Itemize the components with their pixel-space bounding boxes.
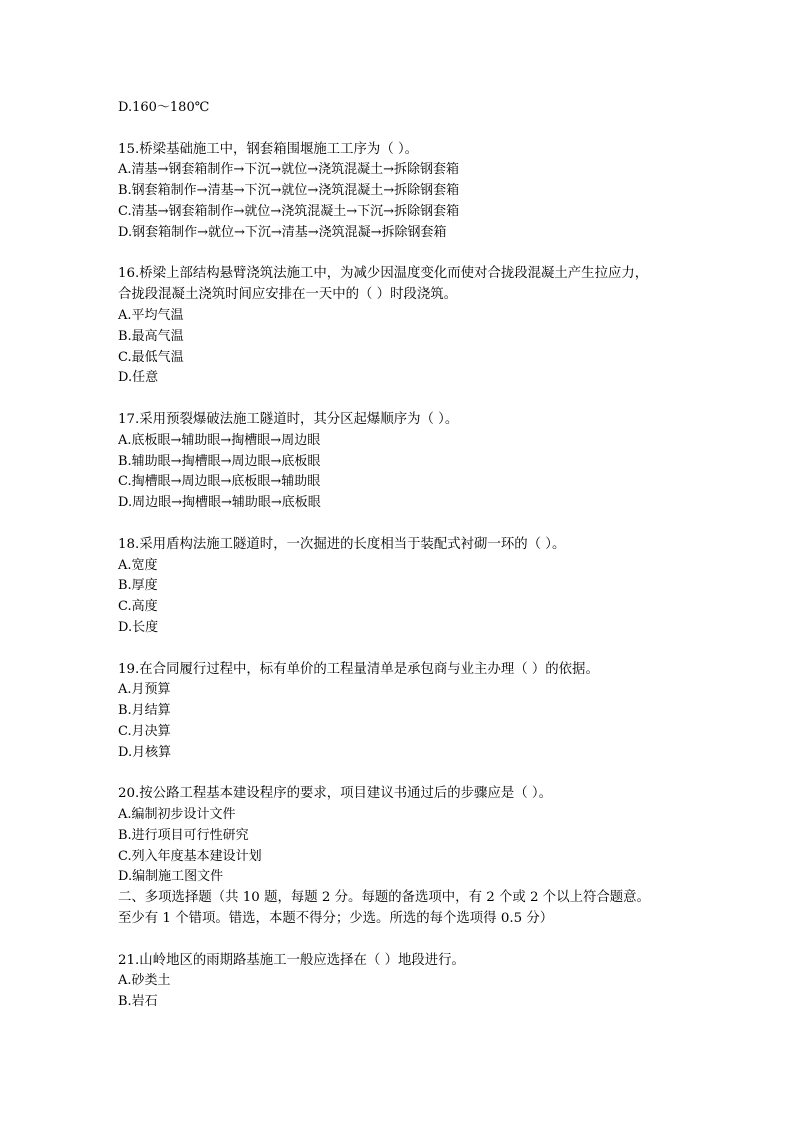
answer-option: B.月结算 (118, 703, 171, 719)
answer-option: C.掏槽眼→周边眼→底板眼→辅助眼 (118, 474, 321, 490)
blank-line (118, 764, 678, 785)
answer-option: A.平均气温 (118, 307, 184, 323)
question-stem: 18.采用盾构法施工隧道时，一次掘进的长度相当于装配式衬砌一环的（ ）。 (118, 536, 566, 552)
blank-line (118, 389, 678, 410)
question-stem: 16.桥梁上部结构悬臂浇筑法施工中，为减少因温度变化而使对合拢段混凝土产生拉应力， (118, 266, 649, 282)
answer-option: B.进行项目可行性研究 (118, 827, 249, 843)
answer-option: B.辅助眼→掏槽眼→周边眼→底板眼 (118, 453, 321, 469)
question-stem: 20.按公路工程基本建设程序的要求，项目建议书通过后的步骤应是（ ）。 (118, 786, 552, 802)
answer-option: A.砂类土 (118, 973, 171, 989)
answer-option: D.长度 (118, 619, 159, 635)
question-stem: 合拢段混凝土浇筑时间应安排在一天中的（ ）时段浇筑。 (118, 287, 458, 303)
question-stem: 15.桥梁基础施工中，钢套箱围堰施工工序为（ ）。 (118, 141, 419, 157)
prev-question-option-d: D.160～180℃ (118, 100, 210, 115)
answer-option: B.钢套箱制作→清基→下沉→就位→浇筑混凝土→拆除钢套箱 (118, 183, 460, 199)
answer-option: D.周边眼→掏槽眼→辅助眼→底板眼 (118, 495, 321, 511)
answer-option: C.列入年度基本建设计划 (118, 848, 262, 864)
blank-line (118, 514, 678, 535)
blank-line (118, 119, 678, 140)
blank-line (118, 639, 678, 660)
answer-option: A.编制初步设计文件 (118, 807, 236, 823)
section-heading-line: 二、多项选择题（共 10 题，每题 2 分。每题的备选项中，有 2 个或 2 个以上符合题意。 (118, 890, 650, 906)
blank-line (118, 930, 678, 951)
answer-option: A.宽度 (118, 557, 158, 573)
answer-option: D.钢套箱制作→就位→下沉→清基→浇筑混凝→拆除钢套箱 (118, 224, 447, 240)
answer-option: A.底板眼→辅助眼→掏槽眼→周边眼 (118, 432, 321, 448)
question-stem: 19.在合同履行过程中，标有单价的工程量清单是承包商与业主办理（ ）的依据。 (118, 661, 599, 677)
question-block (118, 140, 678, 244)
question-list (118, 119, 678, 1013)
question-stem: 21.山岭地区的雨期路基施工一般应选择在（ ）地段进行。 (118, 952, 465, 968)
answer-option: D.任意 (118, 370, 159, 386)
answer-option: C.高度 (118, 599, 158, 615)
answer-option: A.清基→钢套箱制作→下沉→就位→浇筑混凝土→拆除钢套箱 (118, 162, 459, 178)
answer-option: B.岩石 (118, 994, 158, 1010)
answer-option: B.厚度 (118, 578, 158, 594)
answer-option: C.最低气温 (118, 349, 184, 365)
answer-option: D.编制施工图文件 (118, 869, 224, 885)
section-heading (118, 888, 678, 930)
question-block (118, 784, 678, 888)
blank-line (118, 244, 678, 265)
question-stem: 17.采用预裂爆破法施工隧道时，其分区起爆顺序为（ ）。 (118, 411, 459, 427)
question-block (118, 410, 678, 514)
question-block (118, 264, 678, 389)
question-block (118, 951, 678, 1013)
question-block (118, 535, 678, 639)
question-block (118, 660, 678, 764)
answer-option: B.最高气温 (118, 328, 184, 344)
answer-option: C.清基→钢套箱制作→就位→浇筑混凝土→下沉→拆除钢套箱 (118, 203, 460, 219)
answer-option: A.月预算 (118, 682, 171, 698)
answer-option: C.月决算 (118, 723, 171, 739)
section-heading-line: 至少有 1 个错项。错选，本题不得分；少选。所选的每个选项得 0.5 分） (118, 911, 554, 927)
answer-option: D.月核算 (118, 744, 172, 760)
document-body (118, 98, 678, 1013)
